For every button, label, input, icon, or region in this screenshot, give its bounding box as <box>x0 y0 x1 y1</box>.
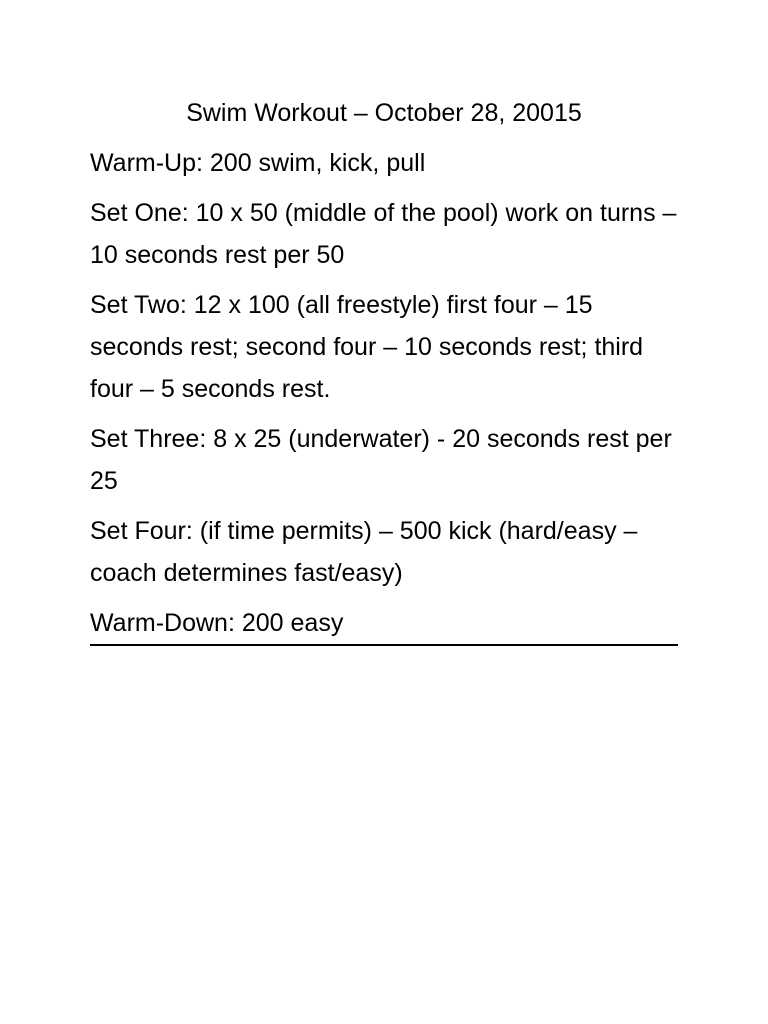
warm-down-line: Warm-Down: 200 easy <box>90 602 678 646</box>
set-four-line: Set Four: (if time permits) – 500 kick (hard/easy – coach determines fast/easy) <box>90 517 638 587</box>
set-two-line: Set Two: 12 x 100 (all freestyle) first four – 15 seconds rest; second four – 10 seconds rest; third four – 5 seconds rest. <box>90 291 644 403</box>
set-three-line: Set Three: 8 x 25 (underwater) - 20 seconds rest per 25 <box>90 425 672 495</box>
document-title: Swim Workout – October 28, 20015 <box>186 99 582 127</box>
warm-up-line: Warm-Up: 200 swim, kick, pull <box>90 149 426 177</box>
set-one-line: Set One: 10 x 50 (middle of the pool) work on turns – 10 seconds rest per 50 <box>90 199 677 269</box>
document-body <box>90 92 678 654</box>
